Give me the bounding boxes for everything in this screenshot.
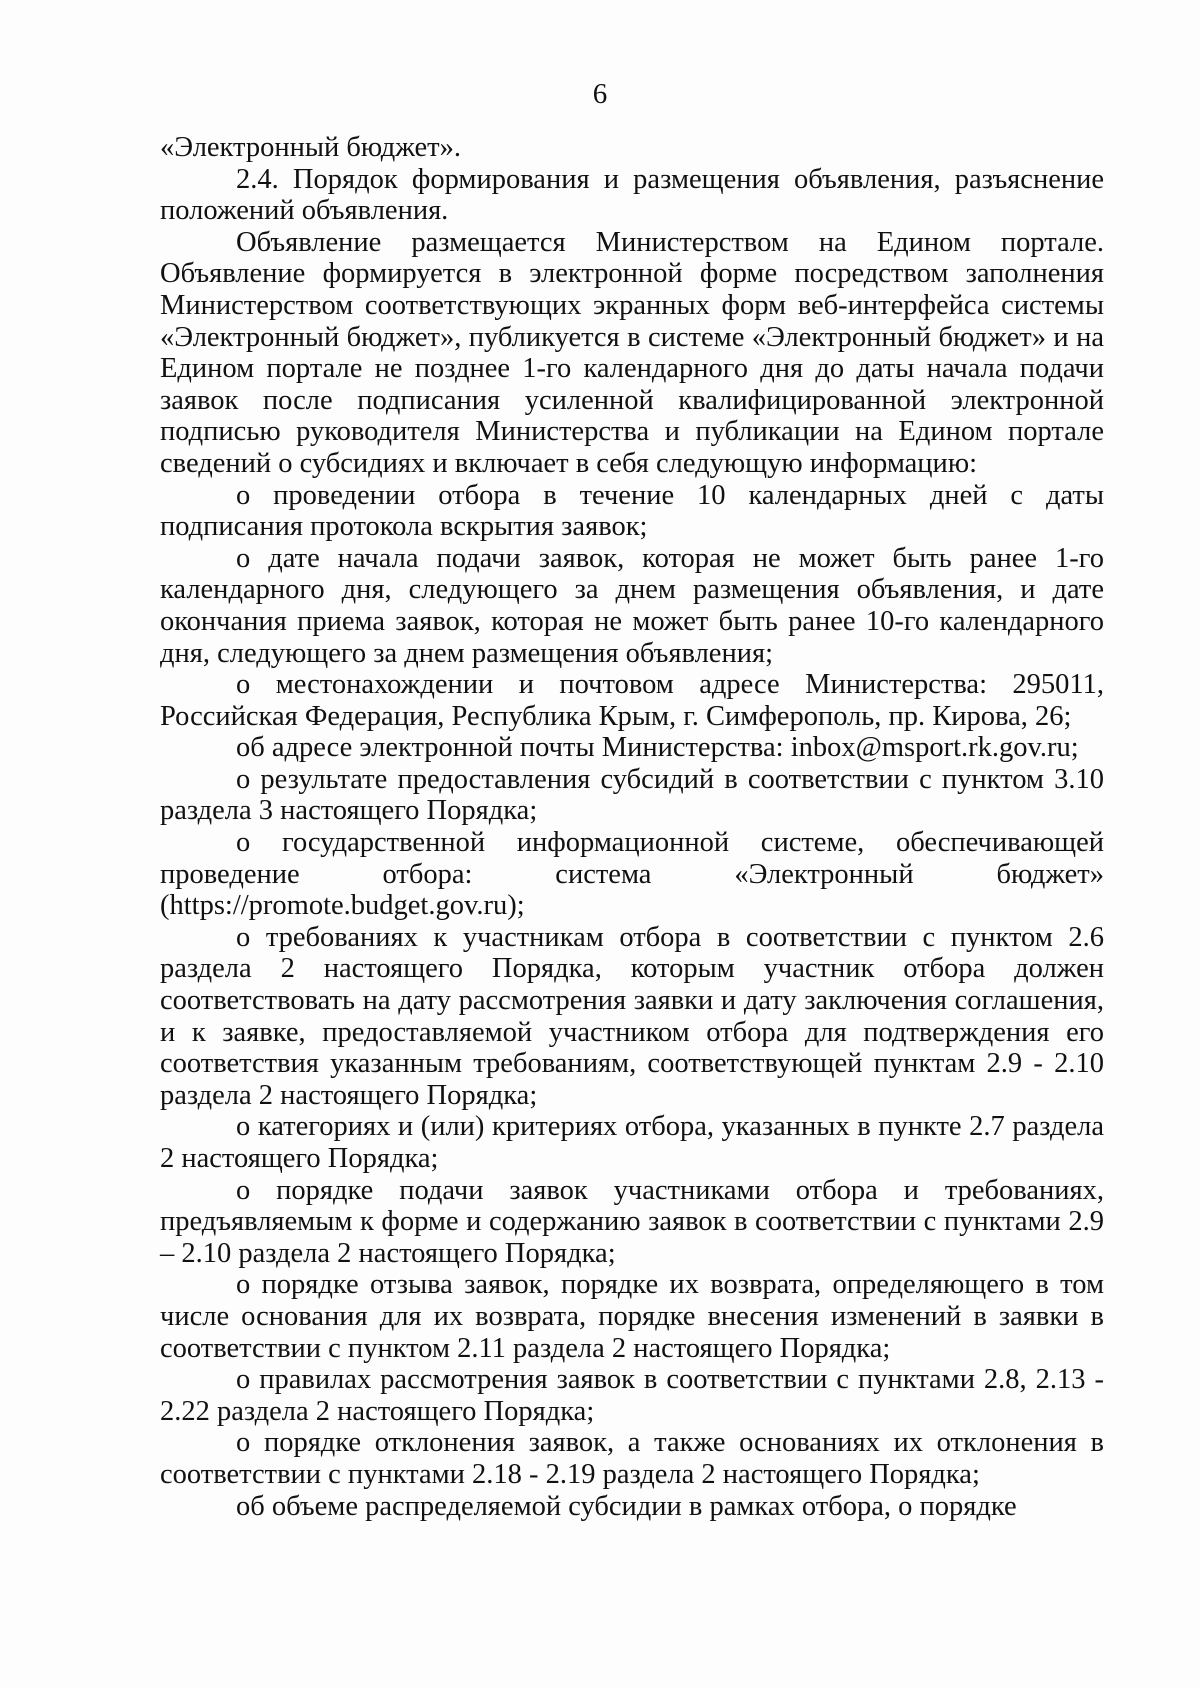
list-item-participant-requirements: о требованиях к участникам отбора в соответствии с пунктом 2.6 раздела 2 настоящего Порядка, которым участник отбора должен соответствовать на дату рассмотрения заявки и дату заключения соглашения, и к заявке, предоставляемой участником отбора для подтверждения его соответствия указанным требованиям, соответствующей пунктам 2.9 - 2.10 раздела 2 настоящего Порядка;: [160, 921, 1104, 1111]
section-heading-2-4: 2.4. Порядок формирования и размещения объявления, разъяснение положений объявления.: [160, 163, 1104, 227]
page-number: 6: [592, 78, 608, 110]
list-item-rejection-procedure: о порядке отклонения заявок, а также основаниях их отклонения в соответствии с пунктами 2.18 - 2.19 раздела 2 настоящего Порядка;: [160, 1427, 1104, 1490]
list-item-application-procedure: о порядке подачи заявок участниками отбора и требованиях, предъявляемым к форме и содержанию заявок в соответствии с пунктами 2.9 – 2.10 раздела 2 настоящего Порядка;: [160, 1174, 1104, 1269]
list-item-subsidy-volume: об объеме распределяемой субсидии в рамках отбора, о порядке: [236, 1490, 1017, 1522]
list-item-subsidy-result: о результате предоставления субсидий в соответствии с пунктом 3.10 раздела 3 настоящего Порядка;: [160, 763, 1104, 827]
paragraph-continuation: «Электронный бюджет».: [160, 132, 462, 163]
list-item-application-dates: о дате начала подачи заявок, которая не может быть ранее 1-го календарного дня, следующего за днем размещения объявления, и дате окончания приема заявок, которая не может быть ранее 10-го календарного дня, следующего за днем размещения объявления;: [160, 542, 1104, 669]
list-item-email-address: об адресе электронной почты Министерства: inbox@msport.rk.gov.ru;: [236, 732, 1079, 764]
list-item-information-system: о государственной информационной системе, обеспечивающей проведение отбора: система «Электронный бюджет» (https://promote.budget.gov.ru);: [160, 827, 1104, 922]
list-item-postal-address: о местонахождении и почтовом адресе Министерства: 295011, Российская Федерация, Республика Крым, г. Симферополь, пр. Кирова, 26;: [160, 669, 1104, 732]
list-item-selection-period: о проведении отбора в течение 10 календарных дней с даты подписания протокола вскрытия заявок;: [160, 479, 1104, 543]
list-item-withdrawal-procedure: о порядке отзыва заявок, порядке их возврата, определяющего в том числе основания для их возврата, порядке внесения изменений в заявки в соответствии с пунктом 2.11 раздела 2 настоящего Порядка;: [160, 1269, 1104, 1364]
document-body: [160, 132, 1104, 1522]
list-item-selection-criteria: о категориях и (или) критериях отбора, указанных в пункте 2.7 раздела 2 настоящего Порядка;: [160, 1111, 1104, 1174]
list-item-review-rules: о правилах рассмотрения заявок в соответствии с пунктами 2.8, 2.13 - 2.22 раздела 2 настоящего Порядка;: [160, 1364, 1104, 1427]
paragraph-announcement: Объявление размещается Министерством на Едином портале. Объявление формируется в электронной форме посредством заполнения Министерством соответствующих экранных форм веб-интерфейса системы «Электронный бюджет», публикуется в системе «Электронный бюджет» и на Едином портале не позднее 1-го календарного дня до даты начала подачи заявок после подписания усиленной квалифицированной электронной подписью руководителя Министерства и публикации на Едином портале сведений о субсидиях и включает в себя следующую информацию:: [160, 226, 1104, 479]
